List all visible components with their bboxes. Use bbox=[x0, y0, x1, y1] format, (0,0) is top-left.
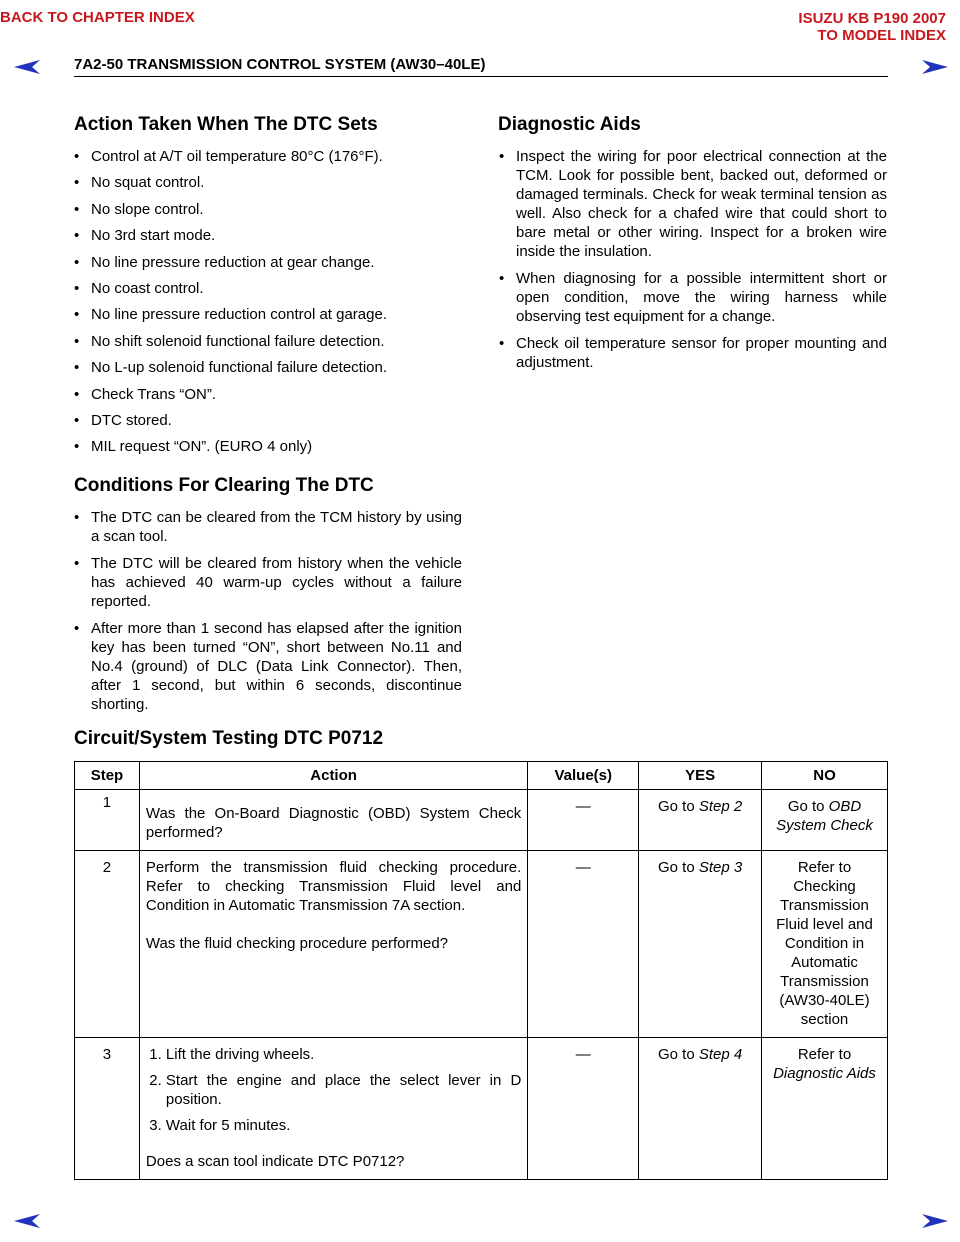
next-page-bottom-arrow-icon[interactable] bbox=[920, 1212, 950, 1230]
circuit-testing-heading: Circuit/System Testing DTC P0712 bbox=[74, 728, 384, 749]
list-item: • DTC stored. bbox=[74, 411, 464, 430]
step-number: 2 bbox=[75, 851, 140, 1038]
step-no: Refer to Checking Transmission Fluid level and Condition in Automatic Transmission (AW30-40LE) section bbox=[762, 851, 888, 1038]
action-taken-heading: Action Taken When The DTC Sets bbox=[74, 114, 378, 135]
obd-system-check-link[interactable]: OBD System Check bbox=[776, 798, 873, 834]
substep-list bbox=[146, 1045, 521, 1135]
list-item: • After more than 1 second has elapsed after the ignition key has been turned “ON”, short between No.11 and No.4 (ground) of DLC (Data Link Connector). Then, after 1 second, but within 6 seconds, discontinue shorting. bbox=[74, 619, 462, 714]
list-item: • The DTC can be cleared from the TCM history by using a scan tool. bbox=[74, 508, 462, 546]
column-header-action: Action bbox=[139, 762, 527, 790]
column-header-values: Value(s) bbox=[528, 762, 639, 790]
action-taken-list bbox=[74, 147, 464, 464]
action-question: Was the fluid checking procedure performed? bbox=[145, 935, 449, 952]
step-number: 1 bbox=[75, 790, 140, 851]
step-action bbox=[139, 790, 527, 851]
list-item: • No L-up solenoid functional failure detection. bbox=[74, 358, 464, 377]
diagnostic-aids-link[interactable]: Diagnostic Aids bbox=[773, 1065, 876, 1082]
step-number: 3 bbox=[75, 1038, 140, 1180]
go-to-step-2-link[interactable]: Step 2 bbox=[698, 798, 743, 815]
header-divider bbox=[74, 76, 888, 77]
list-item: • The DTC will be cleared from history when the vehicle has achieved 40 warm-up cycles without a failure reported. bbox=[74, 554, 462, 611]
yes-prefix: Go to bbox=[657, 859, 699, 876]
table-row bbox=[75, 790, 888, 851]
go-to-step-4-link[interactable]: Step 4 bbox=[698, 1046, 743, 1063]
go-to-step-3-link[interactable]: Step 3 bbox=[698, 859, 743, 876]
table-row bbox=[75, 1038, 888, 1180]
diagnostic-steps-table bbox=[74, 761, 888, 1180]
step-yes bbox=[639, 851, 762, 1038]
step-yes bbox=[639, 790, 762, 851]
to-model-index-link[interactable]: TO MODEL INDEX bbox=[817, 27, 946, 44]
step-value: — bbox=[528, 851, 639, 1038]
list-item: • Control at A/T oil temperature 80°C (176°F). bbox=[74, 147, 464, 166]
next-page-arrow-icon[interactable] bbox=[920, 58, 950, 76]
list-item: • No line pressure reduction control at garage. bbox=[74, 305, 464, 324]
action-question: Does a scan tool indicate DTC P0712? bbox=[145, 1153, 405, 1170]
model-title-link[interactable]: ISUZU KB P190 2007 bbox=[798, 10, 946, 27]
list-item: • Check oil temperature sensor for proper mounting and adjustment. bbox=[499, 334, 887, 372]
list-item: • Check Trans “ON”. bbox=[74, 385, 464, 404]
list-item: • MIL request “ON”. (EURO 4 only) bbox=[74, 437, 464, 456]
diagnostic-aids-list bbox=[499, 147, 887, 380]
column-header-step: Step bbox=[75, 762, 140, 790]
list-item: • No squat control. bbox=[74, 173, 464, 192]
page-header-title: 7A2-50 TRANSMISSION CONTROL SYSTEM (AW30–40LE) bbox=[74, 56, 486, 73]
model-index-block bbox=[798, 10, 946, 44]
step-yes bbox=[639, 1038, 762, 1180]
table-row bbox=[75, 851, 888, 1038]
table-header-row bbox=[75, 762, 888, 790]
back-to-chapter-index-link[interactable]: BACK TO CHAPTER INDEX bbox=[0, 9, 195, 26]
no-prefix: Go to bbox=[787, 798, 829, 815]
prev-page-bottom-arrow-icon[interactable] bbox=[12, 1212, 42, 1230]
column-header-no: NO bbox=[762, 762, 888, 790]
list-item: • No shift solenoid functional failure detection. bbox=[74, 332, 464, 351]
substep-item: 3. Wait for 5 minutes. bbox=[166, 1116, 521, 1135]
action-question: Was the On-Board Diagnostic (OBD) System Check performed? bbox=[145, 805, 522, 841]
step-action bbox=[139, 1038, 527, 1180]
list-item: • No 3rd start mode. bbox=[74, 226, 464, 245]
clearing-conditions-heading: Conditions For Clearing The DTC bbox=[74, 475, 374, 496]
step-value: — bbox=[528, 1038, 639, 1180]
clearing-conditions-list bbox=[74, 508, 462, 722]
step-value: — bbox=[528, 790, 639, 851]
list-item: • No coast control. bbox=[74, 279, 464, 298]
yes-prefix: Go to bbox=[657, 1046, 699, 1063]
substep-item: 1. Lift the driving wheels. bbox=[166, 1045, 521, 1064]
step-action bbox=[139, 851, 527, 1038]
action-text: Perform the transmission fluid checking procedure. Refer to checking Transmission Fluid level and Condition in Automatic Transmission 7A section. bbox=[145, 859, 522, 914]
column-header-yes: YES bbox=[639, 762, 762, 790]
list-item: • When diagnosing for a possible intermittent short or open condition, move the wiring harness while observing test equipment for a change. bbox=[499, 269, 887, 326]
prev-page-arrow-icon[interactable] bbox=[12, 58, 42, 76]
yes-prefix: Go to bbox=[657, 798, 699, 815]
step-no bbox=[762, 1038, 888, 1180]
list-item: • Inspect the wiring for poor electrical connection at the TCM. Look for possible bent, backed out, deformed or damaged terminals. Check for weak terminal tension as well. Also check for a chafed wire that could short to bare metal or other wiring. Inspect for a broken wire inside the insulation. bbox=[499, 147, 887, 261]
list-item: • No slope control. bbox=[74, 200, 464, 219]
step-no bbox=[762, 790, 888, 851]
list-item: • No line pressure reduction at gear change. bbox=[74, 253, 464, 272]
no-prefix: Refer to bbox=[797, 1046, 852, 1063]
substep-item: 2. Start the engine and place the select lever in D position. bbox=[166, 1071, 521, 1109]
diagnostic-aids-heading: Diagnostic Aids bbox=[498, 114, 641, 135]
